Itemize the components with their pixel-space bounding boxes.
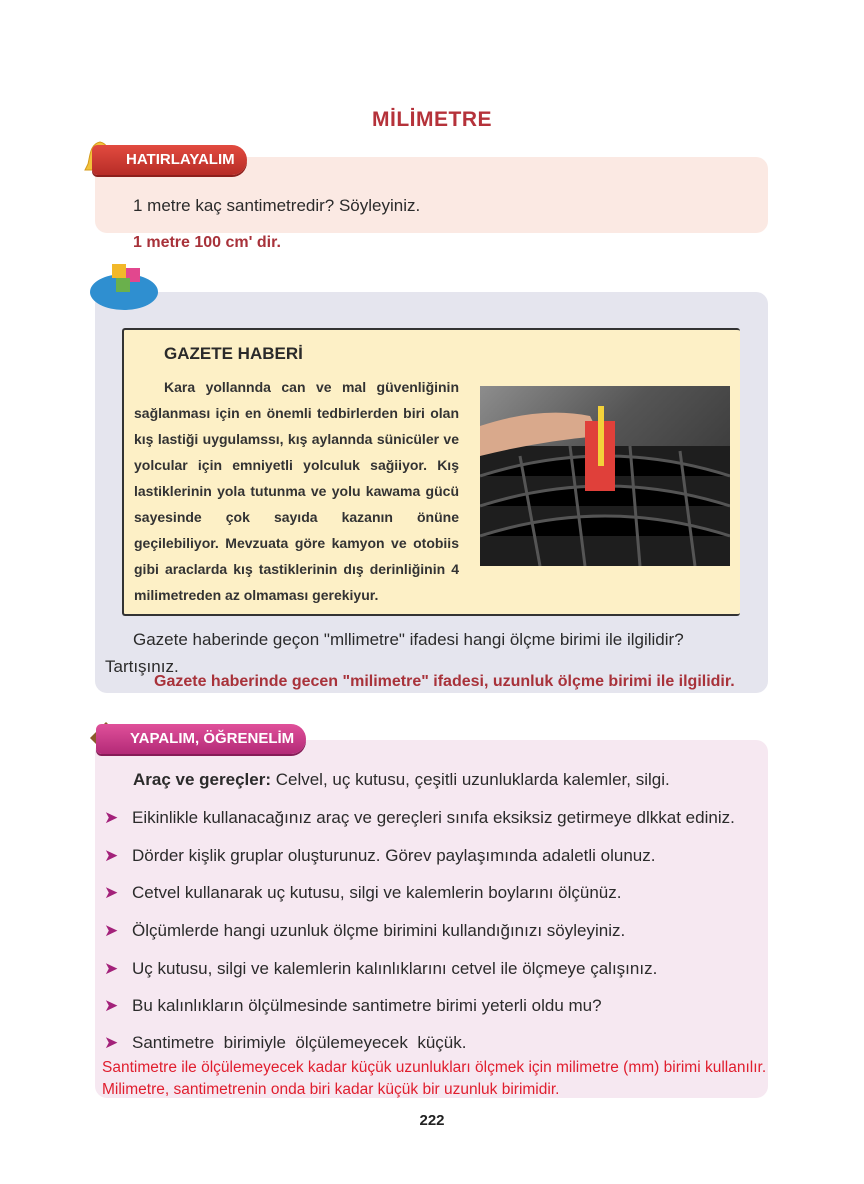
list-item-text: Cetvel kullanarak uç kutusu, silgi ve kalemlerin boylarını ölçünüz. [132,883,622,902]
arrow-icon: ➤ [104,959,119,978]
arrow-icon: ➤ [104,996,119,1015]
news-body: Kara yollannda can ve mal güvenliğinin sağlanması için en önemli tedbirlerden biri olan kış lastiği uygulamssı, kış aylannda sünicüler ve yolcular için emniyetli yolculuk sağiiyor. Kış lastiklerinin yola tutunma ve yolu kawama gücü sayesinde çok sayıda kazanın önüne geçilebiliyor. Mevzuata göre kamyon ve otobiis gibi araclarda kış tastiklerinin dış derinliğinin 4 milimetreden az olmaması gerekiyur. [134,379,459,603]
arrow-icon: ➤ [104,921,119,940]
list-item [104,883,621,903]
list-item [104,996,602,1016]
list-item-text: Ölçümlerde hangi uzunluk ölçme birimini kullandığınızı söyleyiniz. [132,921,626,940]
hatirlayalim-answer: 1 metre 100 cm' dir. [133,234,281,251]
news-heading: GAZETE HABERİ [164,344,303,363]
arrow-icon: ➤ [104,808,119,827]
arrow-icon: ➤ [104,846,119,865]
news-question: Gazete haberinde geçon "mllimetre" ifadesi hangi ölçme birimi ile ilgilidir? Tartışınız. [105,630,684,676]
tire-tread-photo [480,386,730,566]
list-item [104,808,735,828]
hatirlayalim-badge: HATIRLAYALIM [92,145,247,175]
arrow-icon: ➤ [104,883,119,902]
list-item-text: Bu kalınlıkların ölçülmesinde santimetre birimi yeterli oldu mu? [132,996,602,1015]
list-item [104,921,625,941]
list-item [104,959,657,979]
list-item-text: Dörder kişlik gruplar oluşturunuz. Görev paylaşımında adaletli olunuz. [132,846,656,865]
list-item-text: Santimetre birimiyle ölçülemeyecek küçük. [132,1033,467,1052]
tools-text: Celvel, uç kutusu, çeşitli uzunluklarda kalemler, silgi. [270,770,670,789]
list-item [104,846,655,866]
tools-line [133,770,670,790]
list-item-text: Eikinlikle kullanacağınız araç ve gereçleri sınıfa eksiksiz getirmeye dlkkat ediniz. [132,808,735,827]
puzzle-icon [88,260,162,312]
tire-gauge-image [480,386,730,566]
list-item [104,1033,466,1053]
news-answer: Gazete haberinde gecen "milimetre" ifadesi, uzunluk ölçme birimi ile ilgilidir. [154,673,735,690]
newspaper-article [122,328,740,616]
yapalim-badge: YAPALIM, ÖĞRENELİM [96,724,306,754]
hatirlayalim-question: 1 metre kaç santimetredir? Söyleyiniz. [133,196,421,215]
page-title: MİLİMETRE [372,108,492,131]
list-item-text: Uç kutusu, silgi ve kalemlerin kalınlıklarını cetvel ile ölçmeye çalışınız. [132,959,658,978]
yapalim-answer: Santimetre ile ölçülemeyecek kadar küçük uzunlukları ölçmek için milimetre (mm) birimi kullanılır. Milimetre, santimetrenin onda biri kadar küçük bir uzunluk birimidir. [102,1059,767,1098]
arrow-icon: ➤ [104,1033,119,1052]
page-number: 222 [419,1112,445,1129]
tools-label: Araç ve gereçler: [133,770,271,789]
